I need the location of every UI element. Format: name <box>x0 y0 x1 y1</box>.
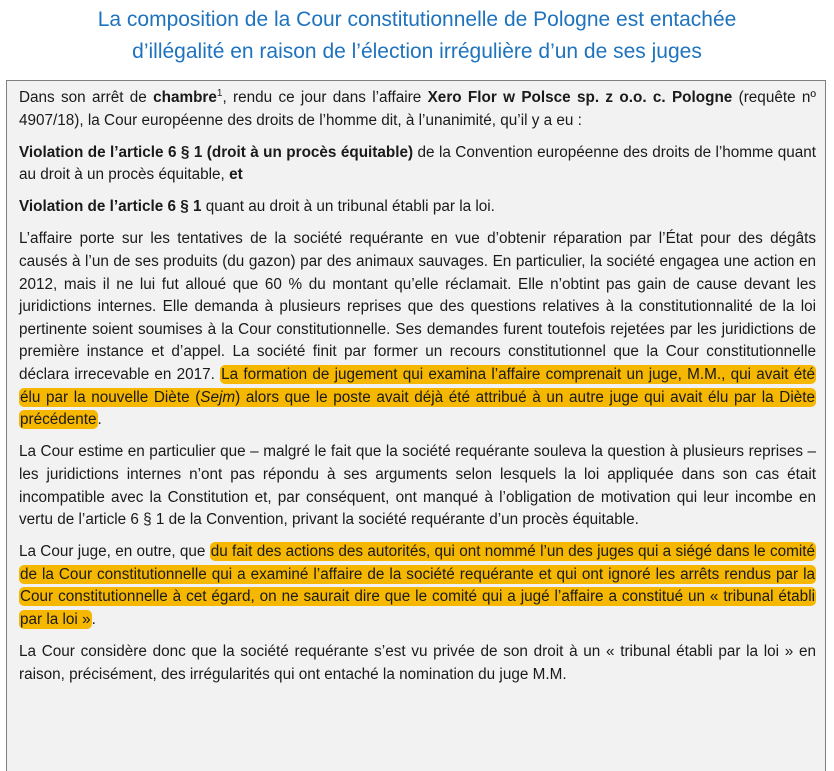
title-line-1: La composition de la Cour constitutionnelle de Pologne est entachée <box>97 8 737 31</box>
paragraph-conclusion: La Cour considère donc que la société requérante s’est vu privée de son droit à un « tribunal établi par la loi » en raison, précisément, des irrégularités qui ont entaché la nomination du juge M.M. <box>19 643 816 683</box>
paragraph-violation-2: Violation de l’article 6 § 1 quant au droit à un tribunal établi par la loi. <box>19 198 495 216</box>
paragraph-violation-1: Violation de l’article 6 § 1 (droit à un procès équitable) de la Convention européenne des droits de l’homme quant au droit à un procès équitable, et <box>19 143 816 184</box>
paragraph-reasoning: La Cour estime en particulier que – malgré le fait que la société requérante souleva la question à plusieurs reprises – les juridictions internes n’ont pas répondu à ses arguments selon lesquels la loi appliquée dans son cas était incompatible avec la Constitution et, par conséquent, ont manqué à l’obligation de motivation qui leur incombe en vertu de l’article 6 § 1 de la Convention, privant la société requérante d’un procès équitable. <box>19 443 816 529</box>
paragraph-judgment: La Cour juge, en outre, que du fait des actions des autorités, qui ont nommé l’un des juges qui a siégé dans le comité de la Cour constitutionnelle qui a examiné l’affaire de la société requérante et qui ont ignoré les arrêts rendus par la Cour constitutionnelle à cet égard, on ne saurait dire que le comité qui a jugé l’affaire a constitué un « tribunal établi par la loi ». <box>19 543 816 628</box>
paragraph-intro: Dans son arrêt de chambre$^1$, rendu ce jour dans l’affaire Xero Flor w Polsce sp. z o.o. c. Pologne (requête nº 4907/18), la Cour européenne des droits de l’homme dit, à l’unanimité, qu’il y a eu : <box>19 87 817 129</box>
summary-content <box>19 87 816 696</box>
highlight-composition: La formation de jugement qui examina l’affaire comprenait un juge, M.M., qui avait été élu par la nouvelle Diète (Sejm) alors que le poste avait déjà été attribué à un autre juge qui avait élu par la Diète précédente <box>20 366 815 429</box>
chambre-term: chambre <box>153 89 217 106</box>
paragraph-facts: L’affaire porte sur les tentatives de la société requérante en vue d’obtenir réparation par l’État pour des dégâts causés à l’un de ses produits (du gazon) par des animaux sauvages. En particulier, la société engagea une action en 2012, mais il ne lui fut alloué que 60 % du montant qu’elle réclamait. Elle n’obtint pas gain de cause devant les juridictions internes. Elle demanda à plusieurs reprises que des questions relatives à la constitutionnalité de la loi pertinente soient soumises à la Cour constitutionnelle. Ses demandes furent toutefois rejetées par les juridictions de première instance et d’appel. La société finit par former un recours constitutionnel que la Cour constitutionnelle déclara irrecevable en 2017. La formation de jugement qui examina l’affaire comprenait un juge, M.M., qui avait été élu par la nouvelle Diète (Sejm) alors que le poste avait déjà été attribué à un autre juge qui avait élu par la Diète précédente. <box>19 230 816 429</box>
case-name: Xero Flor w Polsce sp. z o.o. c. Pologne <box>427 89 733 106</box>
highlight-tribunal: du fait des actions des autorités, qui ont nommé l’un des juges qui a siégé dans le comité de la Cour constitutionnelle qui a examiné l’affaire de la société requérante et qui ont ignoré les arrêts rendus par la Cour constitutionnelle à cet égard, on ne saurait dire que le comité qui a jugé l’affaire a constitué un « tribunal établi par la loi » <box>20 543 816 628</box>
page-title <box>0 4 834 68</box>
title-line-2: d’illégalité en raison de l’élection irrégulière d’un de ses juges <box>132 40 702 63</box>
footnote-ref: 1 <box>216 87 223 99</box>
summary-box <box>6 80 826 771</box>
